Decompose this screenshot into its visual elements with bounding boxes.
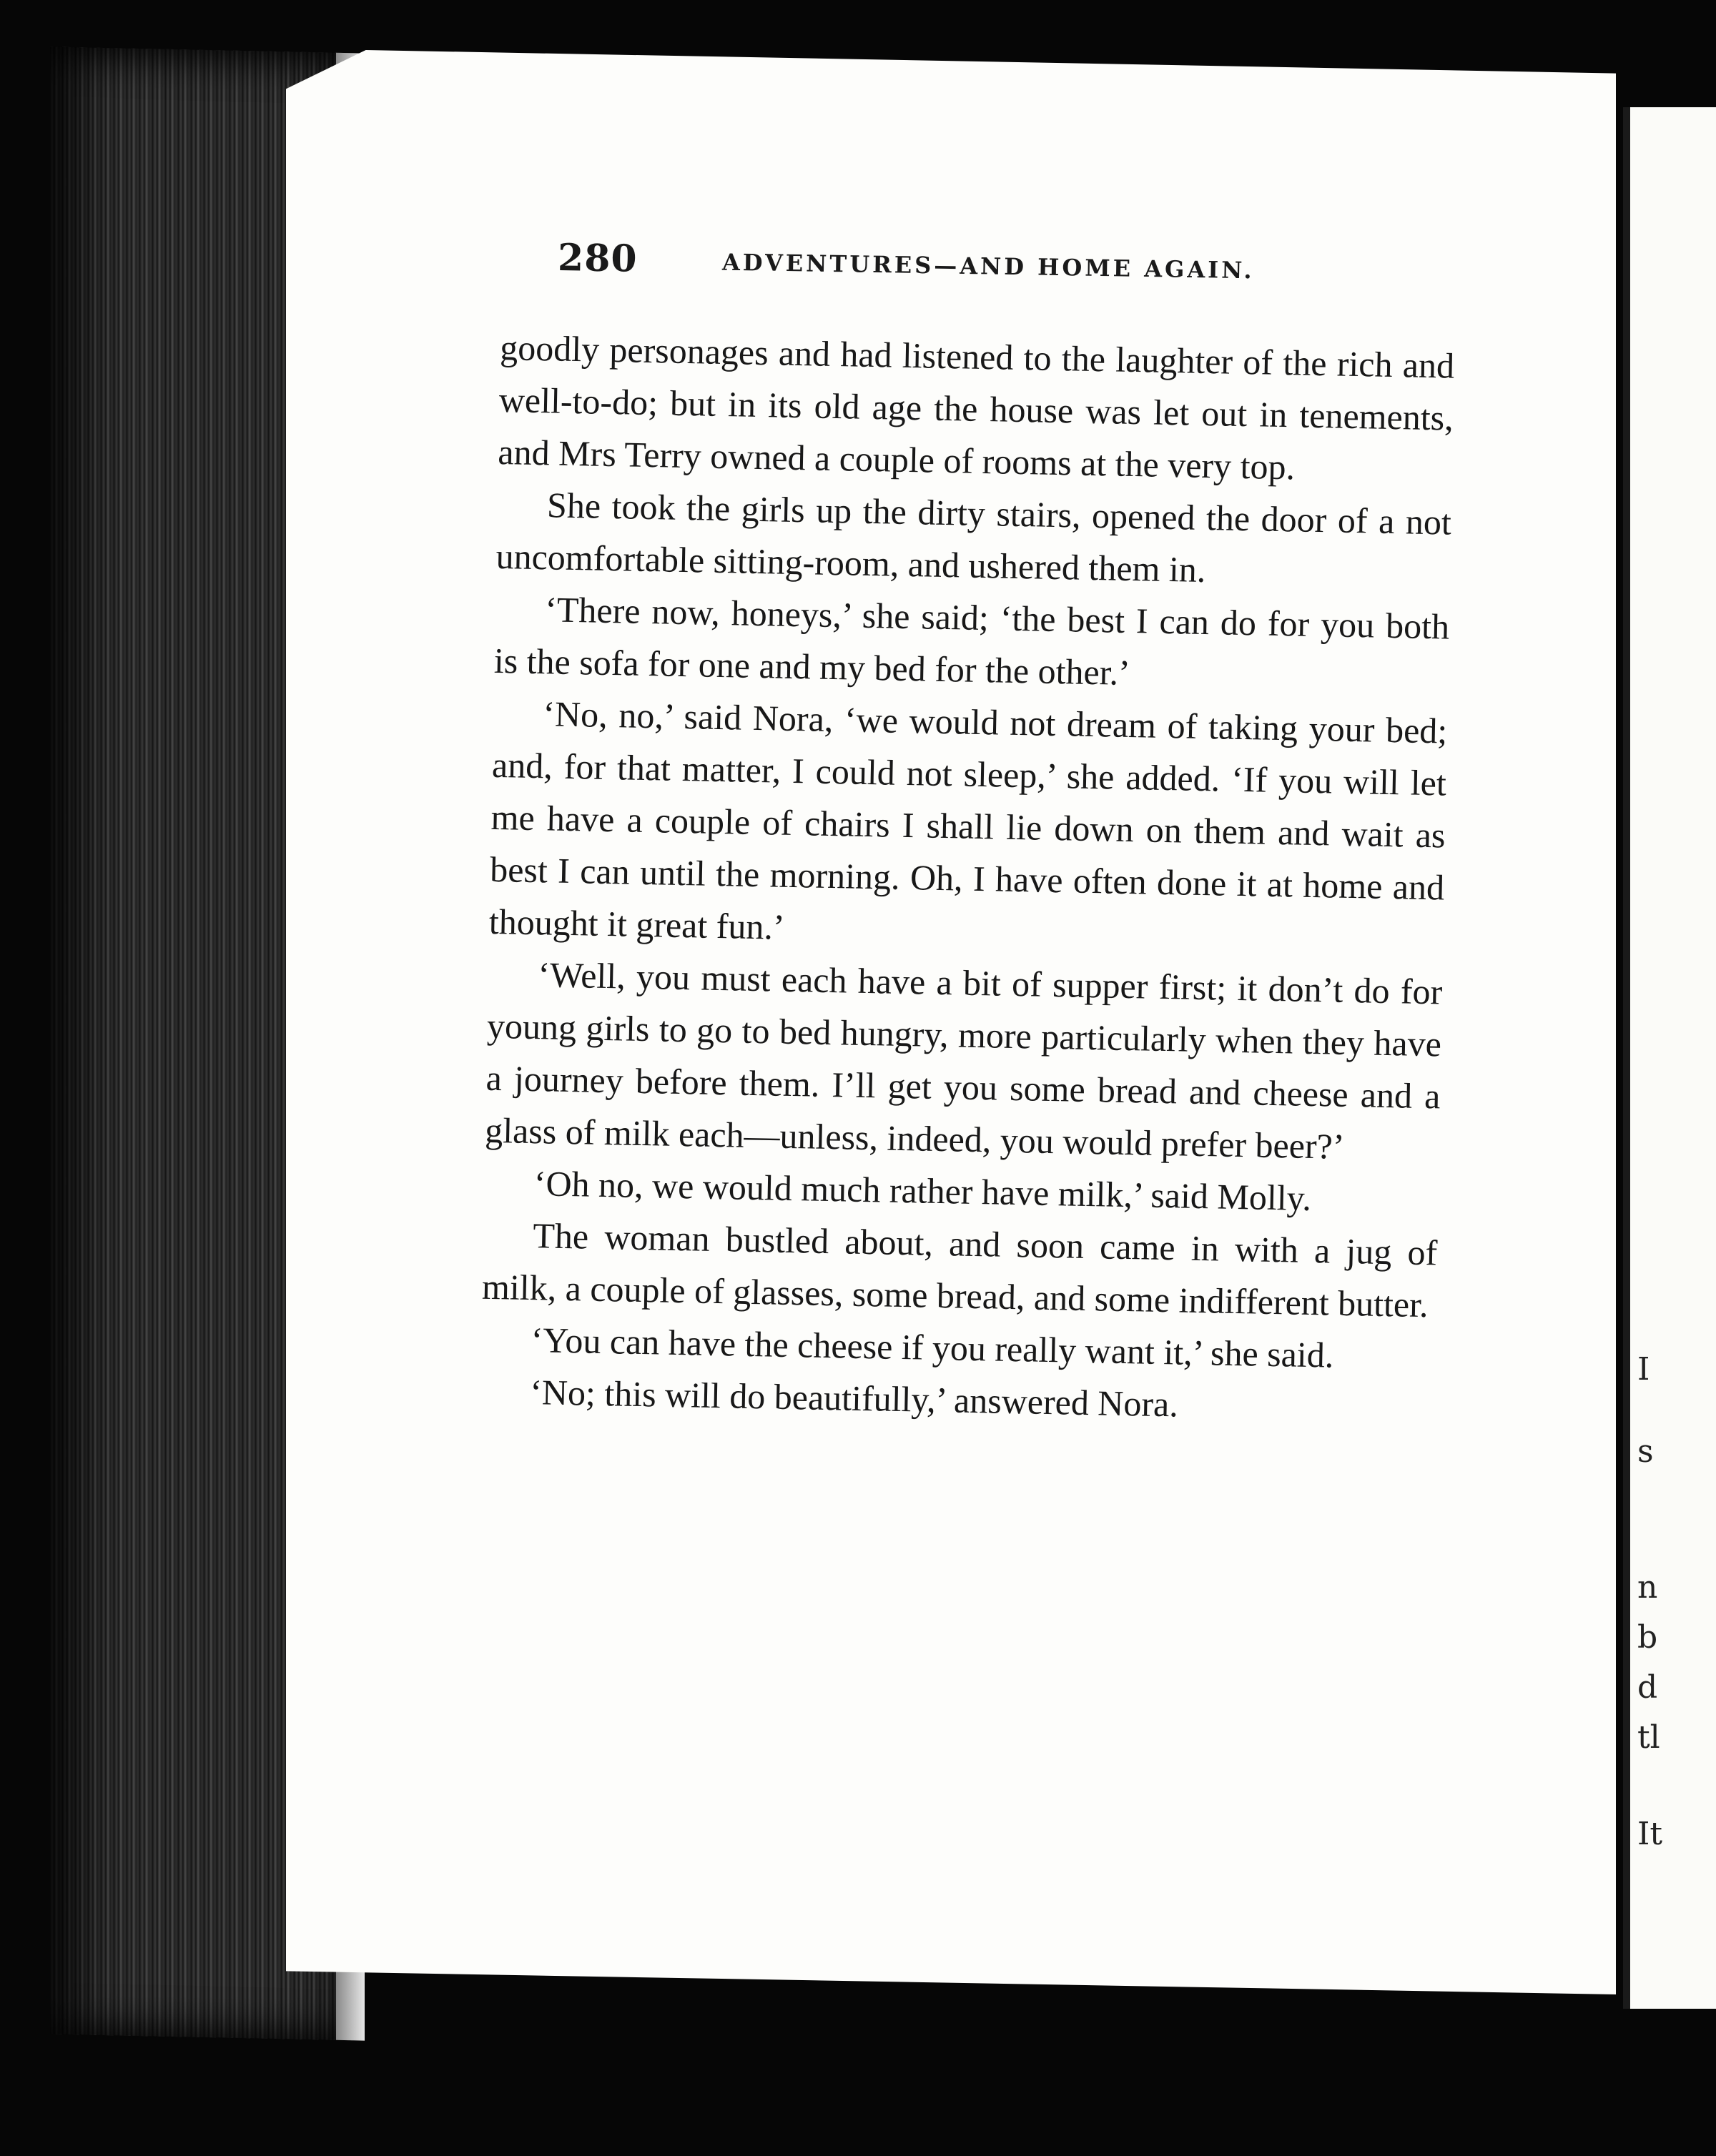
paragraph: goodly personages and had listened to the laughter of the rich and well-to-do; but in its old age the house was let out in tenements, and Mrs Terry owned a couple of rooms at the very top. xyxy=(497,327,1455,488)
paragraph: She took the girls up the dirty stairs, opened the door of a not uncomfortable sitting-room, and ushered them in. xyxy=(495,485,1452,590)
paragraph: ‘Oh no, we would much rather have milk,’ said Molly. xyxy=(533,1163,1312,1218)
paragraph: ‘There now, honeys,’ she said; ‘the best I can do for you both is the sofa for one and my bed for the other.’ xyxy=(493,589,1450,693)
facing-page-fragment: s xyxy=(1637,1433,1654,1470)
paragraph: ‘You can have the cheese if you really want it,’ she said. xyxy=(531,1320,1334,1375)
paragraph: The woman bustled about, and soon came in with a jug of milk, a couple of glasses, some bread, and some indifferent butter. xyxy=(481,1215,1438,1325)
paragraph: ‘No, no,’ said Nora, ‘we would not dream of taking your bed; and, for that matter, I could not sleep,’ she added. ‘If you will let me have a couple of chairs I shall lie down on them and wait as best I can until the morning. Oh, I have often done it at home and thought it great fun.’ xyxy=(488,693,1448,947)
facing-page-edge xyxy=(1623,107,1716,2009)
paragraph: ‘No; this will do beautifully,’ answered Nora. xyxy=(529,1372,1179,1425)
facing-page-fragment: d xyxy=(1637,1669,1658,1706)
facing-page-fragment: tl xyxy=(1637,1719,1660,1756)
page-text-body xyxy=(480,322,1455,1435)
facing-page-fragment: I xyxy=(1637,1351,1650,1388)
running-title: ADVENTURES—AND HOME AGAIN. xyxy=(721,248,1255,285)
facing-page-fragment: It xyxy=(1637,1816,1663,1852)
facing-page-fragment: b xyxy=(1637,1619,1658,1656)
facing-page-fragment: n xyxy=(1637,1569,1658,1606)
paragraph: ‘Well, you must each have a bit of supper first; it don’t do for young girls to go to bed hungry, more particularly when they have a journey before them. I’ll get you some bread and cheese and a glass of milk each—unless, indeed, you would prefer beer?’ xyxy=(484,954,1443,1167)
page-number: 280 xyxy=(557,236,638,281)
